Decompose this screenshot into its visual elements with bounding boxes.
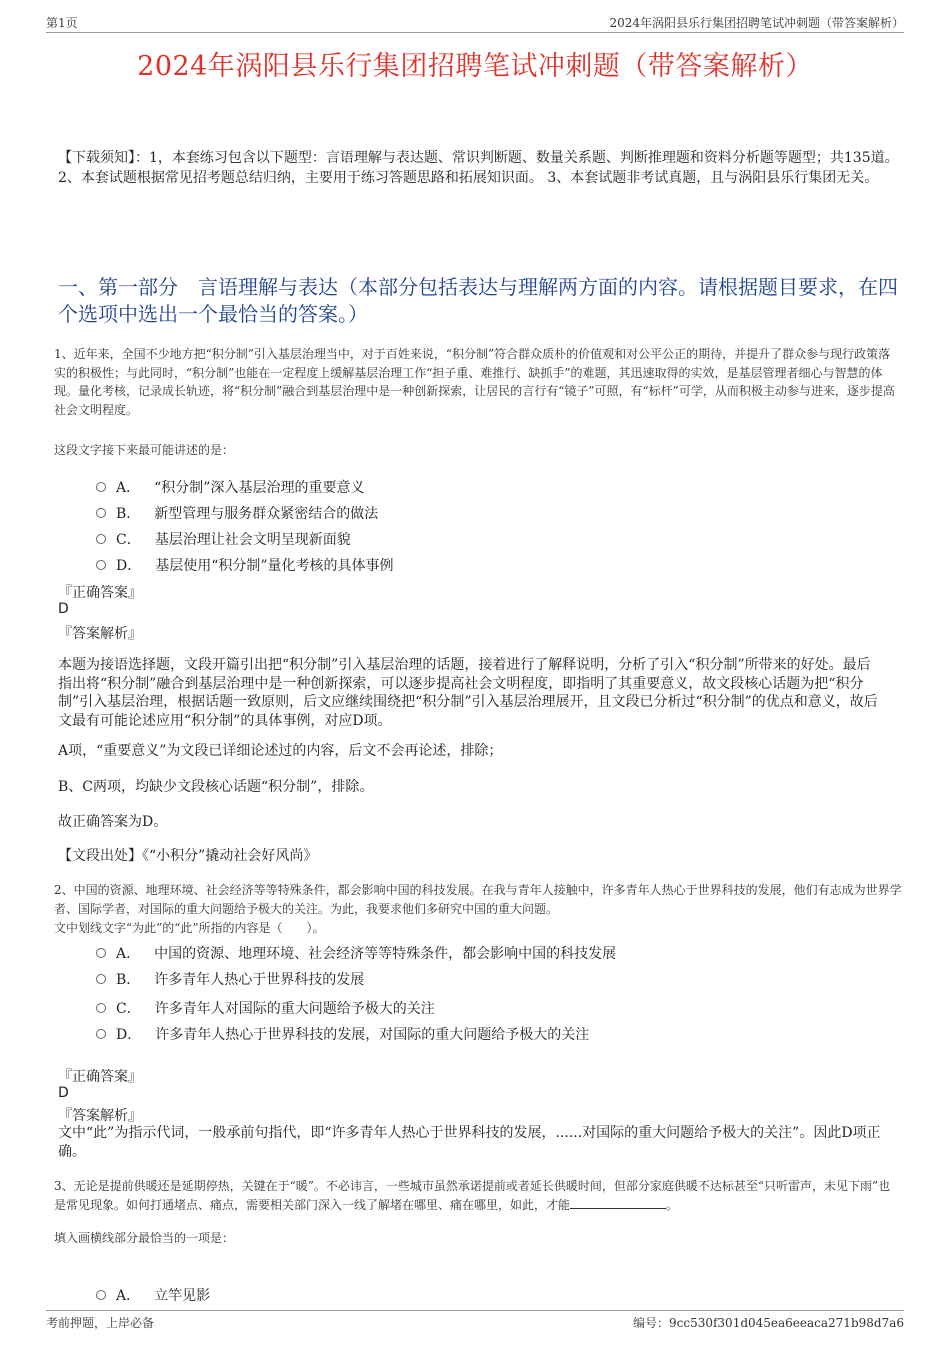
question-1-prompt: 这段文字接下来最可能讲述的是： <box>54 443 235 457</box>
question-3-option-a[interactable] <box>96 1285 210 1305</box>
document-id: 编号：9cc530f301d045ea6eeaca271b98d7a6 <box>633 1316 904 1330</box>
radio-icon[interactable] <box>96 948 106 958</box>
option-letter: A． <box>116 480 141 496</box>
option-text: 基层使用“积分制”量化考核的具体事例 <box>155 558 394 574</box>
option-letter: A． <box>116 946 141 962</box>
option-letter: C． <box>116 532 141 548</box>
question-1-option-c[interactable] <box>96 529 351 549</box>
answer-blank <box>570 1196 666 1209</box>
radio-icon[interactable] <box>96 534 106 544</box>
question-1-text: 1、近年来，全国不少地方把“积分制”引入基层治理当中，对于百姓来说，“积分制”符合群众质朴的价值观和对公平公正的期待，并提升了群众参与现行政策落实的积极性；与此同时，“积分制”也能在一定程度上缓解基层治理工作“担子重、难推行、缺抓手”的难题，其迅速取得的实效，是基层管理者细心与智慧的体现。量化考核，记录成长轨迹，将“积分制”融合到基层治理中是一种创新探索，让居民的言行有“镜子”可照，有“标杆”可学，从而积极主动参与进来，逐步提高社会文明程度。 <box>54 347 895 417</box>
footer-slogan: 考前押题，上岸必备 <box>46 1316 155 1330</box>
option-letter: A． <box>116 1288 141 1304</box>
option-letter: D． <box>116 558 142 574</box>
option-text: 新型管理与服务群众紧密结合的做法 <box>154 506 379 522</box>
page-title: 2024年涡阳县乐行集团招聘笔试冲刺题（带答案解析） <box>137 51 813 82</box>
answer-value: D <box>58 1085 69 1101</box>
footer-divider <box>46 1310 904 1311</box>
analysis-conclusion: 故正确答案为D。 <box>58 814 168 830</box>
passage-source: 【文段出处】《“小积分”撬动社会好风尚》 <box>58 848 318 864</box>
question-2-prompt: 文中划线文字“为此”的“此”所指的内容是（ ）。 <box>54 921 325 935</box>
option-text: 中国的资源、地理环境、社会经济等等特殊条件，都会影响中国的科技发展 <box>154 946 617 962</box>
analysis-label: 『答案解析』 <box>58 1108 142 1124</box>
question-2-option-d[interactable] <box>96 1024 589 1044</box>
radio-icon[interactable] <box>96 1029 106 1039</box>
question-3-text <box>54 1177 902 1214</box>
analysis-option-bc: B、C两项，均缺少文段核心话题“积分制”，排除。 <box>58 779 374 795</box>
radio-icon[interactable] <box>96 560 106 570</box>
analysis-option-a: A项，“重要意义”为文段已详细论述过的内容，后文不会再论述，排除； <box>58 743 503 759</box>
analysis-text: 本题为接语选择题，文段开篇引出把“积分制”引入基层治理的话题，接着进行了解释说明，分析了引入“积分制”所带来的好处。最后指出将“积分制”融合到基层治理中是一种创新探索，可以逐步提高社会文明程度，即指明了其重要意义，故文段核心话题为把“积分制”引入基层治理，根据话题一致原则，后文应继续围绕把“积分制”引入基层治理展开，且文段已分析过“积分制”的优点和意义，故后文最有可能论述应用“积分制”的具体事例，对应D项。 <box>58 657 878 729</box>
option-letter: D． <box>116 1027 142 1043</box>
question-3-text-after: 。 <box>666 1197 679 1212</box>
answer-value: D <box>58 601 69 617</box>
radio-icon[interactable] <box>96 974 106 984</box>
download-notice: 【下载须知】：1，本套练习包含以下题型：言语理解与表达题、常识判断题、数量关系题、判断推理题和资料分析题等题型；共135道。 2、本套试题根据常见招考题总结归纳，主要用于练习答题思路和拓展知识面。 3、本套试题非考试真题，且与涡阳县乐行集团无关。 <box>58 150 899 186</box>
question-3-text-before: 3、无论是提前供暖还是延期停热，关键在于“暖”。不必讳言，一些城市虽然承诺提前或者延长供暖时间，但部分家庭供暖不达标甚至“只听雷声，未见下雨”也是常见现象。如何打通堵点、痛点，需要相关部门深入一线了解堵在哪里、痛在哪里，如此，才能 <box>54 1179 891 1212</box>
option-letter: B． <box>116 972 141 988</box>
option-text: “积分制”深入基层治理的重要意义 <box>154 480 365 496</box>
question-1-option-a[interactable] <box>96 477 364 497</box>
option-letter: C． <box>116 1001 141 1017</box>
question-2-text: 2、中国的资源、地理环境、社会经济等等特殊条件，都会影响中国的科技发展。在我与青年人接触中，许多青年人热心于世界科技的发展，他们有志成为世界学者、国际学者，对国际的重大问题给予极大的关注。为此，我要求他们多研究中国的重大问题。 <box>54 883 902 916</box>
option-text: 立竿见影 <box>154 1288 211 1304</box>
radio-icon[interactable] <box>96 1290 106 1300</box>
question-2-option-b[interactable] <box>96 969 364 989</box>
radio-icon[interactable] <box>96 508 106 518</box>
option-text: 许多青年人热心于世界科技的发展，对国际的重大问题给予极大的关注 <box>155 1027 590 1043</box>
option-letter: B． <box>116 506 141 522</box>
running-header-title: 2024年涡阳县乐行集团招聘笔试冲刺题（带答案解析） <box>609 16 904 30</box>
option-text: 许多青年人热心于世界科技的发展 <box>154 972 365 988</box>
header-divider <box>46 32 904 33</box>
analysis-text: 文中“此”为指示代词，一般承前句指代，即“许多青年人热心于世界科技的发展，......对国际的重大问题给予极大的关注”。因此D项正确。 <box>58 1125 881 1160</box>
radio-icon[interactable] <box>96 1003 106 1013</box>
question-1-option-d[interactable] <box>96 555 394 575</box>
question-2-option-c[interactable] <box>96 998 435 1018</box>
question-2-option-a[interactable] <box>96 943 616 963</box>
analysis-label: 『答案解析』 <box>58 626 142 642</box>
option-text: 许多青年人对国际的重大问题给予极大的关注 <box>154 1001 435 1017</box>
question-3-prompt: 填入画横线部分最恰当的一项是： <box>54 1231 235 1245</box>
answer-label: 『正确答案』 <box>58 1069 142 1085</box>
answer-label: 『正确答案』 <box>58 585 142 601</box>
option-text: 基层治理让社会文明呈现新面貌 <box>154 532 351 548</box>
radio-icon[interactable] <box>96 482 106 492</box>
section-heading: 一、第一部分 言语理解与表达（本部分包括表达与理解两方面的内容。请根据题目要求，在四个选项中选出一个最恰当的答案。） <box>58 275 898 326</box>
page-number: 第1页 <box>46 16 78 30</box>
question-1-option-b[interactable] <box>96 503 378 523</box>
